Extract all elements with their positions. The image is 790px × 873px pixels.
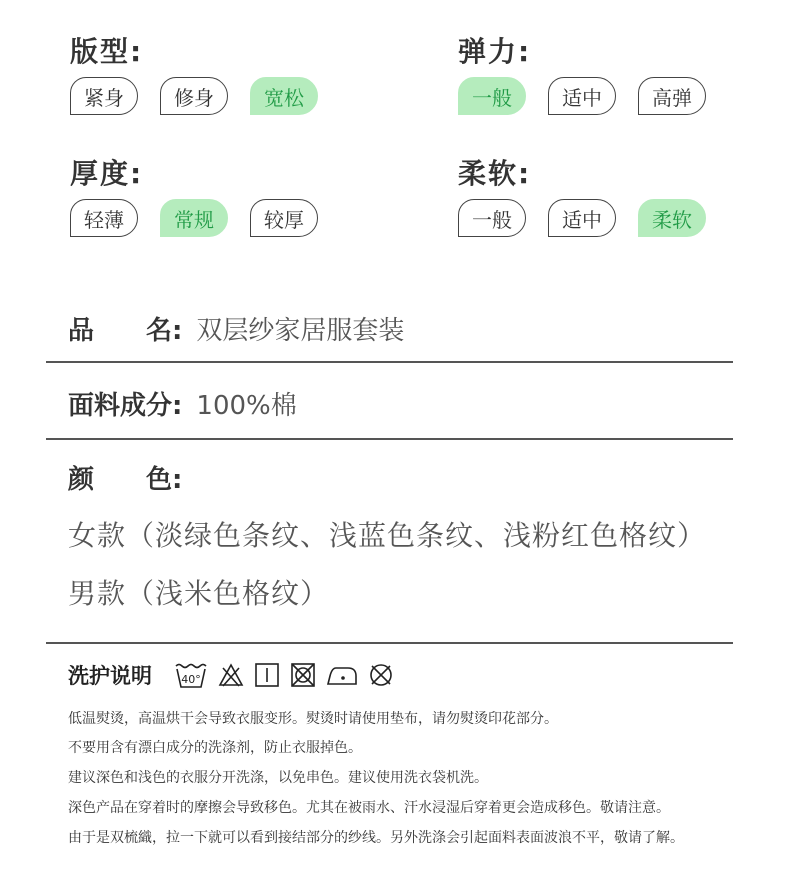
divider (46, 642, 733, 644)
no-tumble-dry-icon (290, 662, 316, 688)
option-chip[interactable]: 适中 (548, 77, 616, 115)
option-chip[interactable]: 较厚 (250, 199, 318, 237)
option-chip[interactable]: 修身 (160, 77, 228, 115)
care-title: 洗护说明 (68, 664, 152, 688)
option-chip[interactable]: 一般 (458, 199, 526, 237)
care-line: 不要用含有漂白成分的洗涤剂，防止衣服掉色。 (68, 740, 362, 756)
option-chip[interactable]: 一般 (458, 77, 526, 115)
no-bleach-icon (218, 662, 244, 688)
material-row (68, 385, 297, 422)
color-line-men: 男款（浅米色格纹） (68, 577, 330, 610)
attr-title-thickness: 厚度: (70, 157, 144, 190)
product-name-label: 品 名: (68, 316, 183, 346)
low-iron-icon (326, 662, 358, 688)
care-line: 由于是双梳織，拉一下就可以看到接结部分的纱线。另外洗涤会引起面料表面波浪不平，敬请了解。 (68, 830, 684, 846)
product-name-value: 双层纱家居服套装 (196, 316, 405, 346)
care-line: 深色产品在穿着时的摩擦会导致移色。尤其在被雨水、汗水浸湿后穿着更会造成移色。敬请注意。 (68, 800, 670, 816)
option-chip[interactable]: 轻薄 (70, 199, 138, 237)
attr-title-elasticity: 弹力: (458, 35, 532, 68)
option-chip[interactable]: 适中 (548, 199, 616, 237)
material-value: 100%棉 (196, 391, 297, 421)
softness-options (458, 199, 706, 237)
thickness-options (70, 199, 318, 237)
attr-title-softness: 柔软: (458, 157, 532, 190)
fit-options (70, 77, 318, 115)
divider (46, 438, 733, 440)
material-label: 面料成分: (68, 391, 183, 421)
elasticity-options (458, 77, 706, 115)
wash-temp-text: 40° (181, 673, 201, 686)
line-dry-icon (254, 662, 280, 688)
option-chip[interactable]: 宽松 (250, 77, 318, 115)
care-line: 建议深色和浅色的衣服分开洗涤，以免串色。建议使用洗衣袋机洗。 (68, 770, 488, 786)
color-label: 颜 色: (68, 465, 183, 495)
option-chip[interactable]: 高弹 (638, 77, 706, 115)
care-line: 低温熨烫，高温烘干会导致衣服变形。熨烫时请使用垫布，请勿熨烫印花部分。 (68, 711, 558, 727)
option-chip[interactable]: 紧身 (70, 77, 138, 115)
wash-40-icon (174, 661, 208, 689)
option-chip[interactable]: 常规 (160, 199, 228, 237)
care-icons (174, 661, 394, 689)
attr-title-fit: 版型: (70, 35, 144, 68)
care-header (68, 660, 394, 690)
no-dry-clean-icon (368, 662, 394, 688)
option-chip[interactable]: 柔软 (638, 199, 706, 237)
product-name-row (68, 310, 404, 347)
color-line-women: 女款（淡绿色条纹、浅蓝色条纹、浅粉红色格纹） (68, 519, 707, 552)
divider (46, 361, 733, 363)
